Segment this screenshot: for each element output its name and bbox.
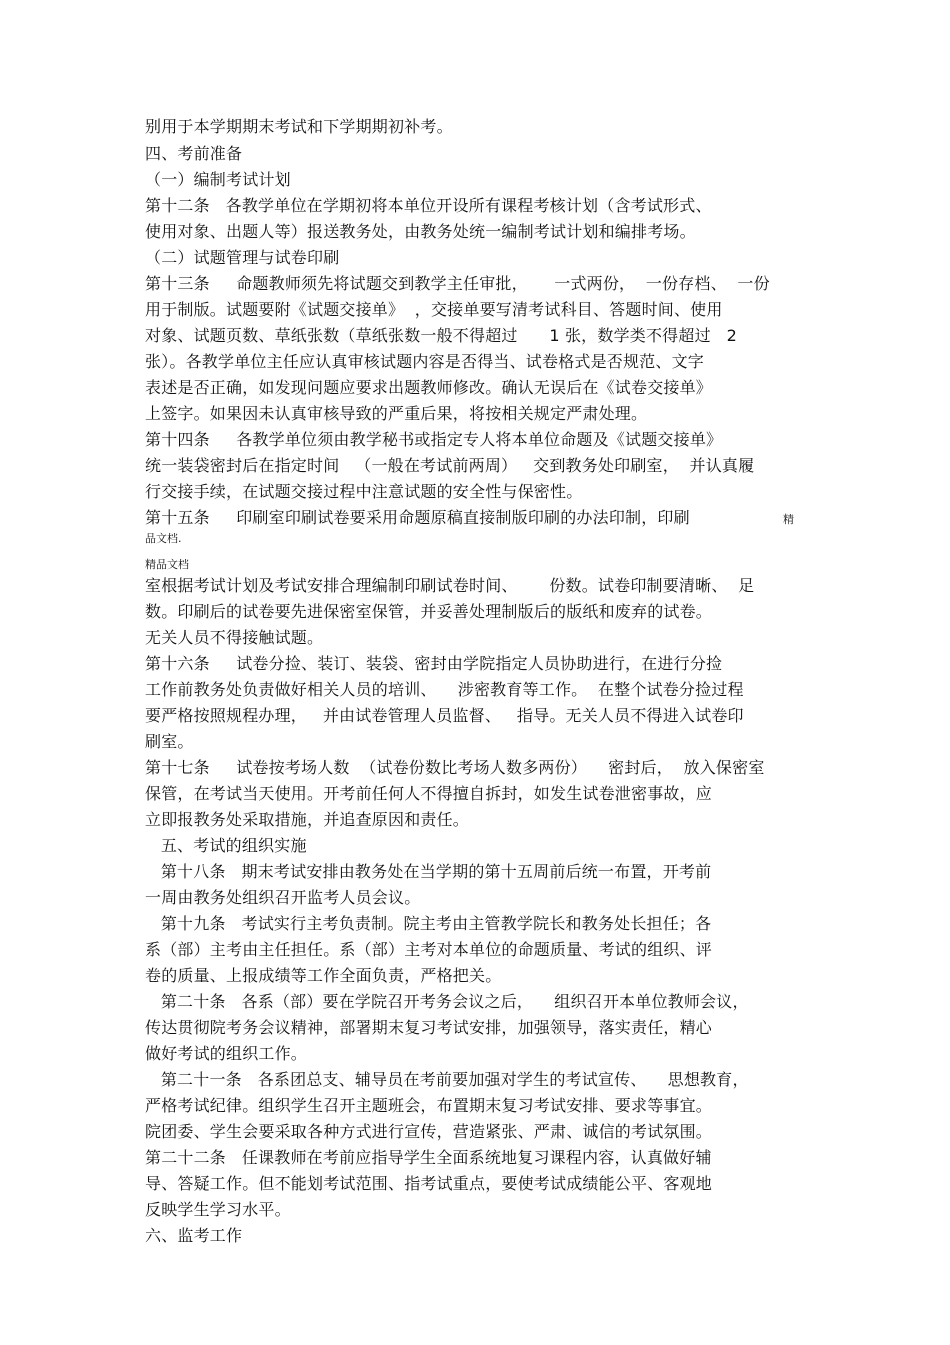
text-line: 工作前教务处负责做好相关人员的培训、 涉密教育等工作。 在整个试卷分捡过程 (145, 680, 744, 699)
text-line: 严格考试纪律。组织学生召开主题班会，布置期末复习考试安排、要求等事宜。 (145, 1096, 713, 1115)
text-line: 数。印刷后的试卷要先进保密室保管，并妥善处理制版后的版纸和废弃的试卷。 (145, 602, 713, 621)
text-line: 第十六条 试卷分捡、装订、装袋、密封由学院指定人员协助进行，在进行分捡 (145, 654, 723, 673)
text-line: 第十七条 试卷按考场人数 （试卷份数比考场人数多两份） 密封后， 放入保密室 (145, 758, 765, 777)
text-line: 表述是否正确，如发现问题应要求出题教师修改。确认无误后在《试卷交接单》 (145, 378, 713, 397)
text-line: 一周由教务处组织召开监考人员会议。 (145, 888, 421, 907)
text-line: 反映学生学习水平。 (145, 1200, 291, 1219)
text-line: 第十二条 各教学单位在学期初将本单位开设所有课程考核计划（含考试形式、 (145, 196, 712, 215)
text-line: 做好考试的组织工作。 (145, 1044, 308, 1063)
text-line: 院团委、学生会要采取各种方式进行宣传，营造紧张、严肃、诚信的考试氛围。 (145, 1122, 713, 1141)
text-line: 张）。各教学单位主任应认真审核试题内容是否得当、试卷格式是否规范、文字 (145, 352, 705, 371)
text-line: 导、答疑工作。但不能划考试范围、指考试重点，要使考试成绩能公平、客观地 (145, 1174, 713, 1193)
text-line: 第十三条 命题教师须先将试题交到教学主任审批， 一式两份， 一份存档、 一份 (145, 274, 770, 293)
text-line: 保管，在考试当天使用。开考前任何人不得擅自拆封，如发生试卷泄密事故，应 (145, 784, 713, 803)
text-line: 别用于本学期期末考试和下学期期初补考。 (145, 117, 453, 136)
section-heading: 四、考前准备 (145, 144, 243, 163)
text-line: 第二十条 各系（部）要在学院召开考务会议之后， 组织召开本单位教师会议， (145, 992, 749, 1011)
text-line: 第十四条 各教学单位须由教学秘书或指定专人将本单位命题及《试题交接单》 (145, 430, 723, 449)
text-line: 室根据考试计划及考试安排合理编制印刷试卷时间、 份数。试卷印制要清晰、 足 (145, 576, 755, 595)
text-line: 第十五条 印刷室印刷试卷要采用命题原稿直接制版印刷的办法印制，印刷 (145, 508, 690, 527)
section-heading: 六、监考工作 (145, 1226, 243, 1245)
text-line: 上签字。如果因未认真审核导致的严重后果，将按相关规定严肃处理。 (145, 404, 648, 423)
text-line: 系（部）主考由主任担任。系（部）主考对本单位的命题质量、考试的组织、评 (145, 940, 713, 959)
text-line: 要严格按照规程办理， 并由试卷管理人员监督、 指导。无关人员不得进入试卷印 (145, 706, 744, 725)
side-watermark-continued: 品文档. (145, 532, 182, 545)
text-line: 无关人员不得接触试题。 (145, 628, 324, 647)
text-line: 行交接手续，在试题交接过程中注意试题的安全性与保密性。 (145, 482, 583, 501)
subsection-heading: （二）试题管理与试卷印刷 (145, 248, 340, 267)
text-line: 立即报教务处采取措施，并追查原因和责任。 (145, 810, 470, 829)
text-line: 第十八条 期末考试安排由教务处在当学期的第十五周前后统一布置，开考前 (145, 862, 712, 881)
text-line: 使用对象、出题人等）报送教务处，由教务处统一编制考试计划和编排考场。 (145, 222, 696, 241)
text-line: 统一装袋密封后在指定时间 （一般在考试前两周） 交到教务处印刷室， 并认真履 (145, 456, 755, 475)
text-line: 用于制版。试题要附《试题交接单》 ，交接单要写清考试科目、答题时间、使用 (145, 300, 723, 319)
text-line: 刷室。 (145, 732, 194, 751)
side-watermark: 精 (783, 513, 794, 526)
text-line: 对象、试题页数、草纸张数（草纸张数一般不得超过 1 张，数学类不得超过 2 (145, 326, 738, 345)
footer-watermark: 精品文档 (145, 558, 189, 571)
text-line: 传达贯彻院考务会议精神，部署期末复习考试安排，加强领导，落实责任，精心 (145, 1018, 713, 1037)
text-line: 卷的质量、上报成绩等工作全面负责，严格把关。 (145, 966, 502, 985)
text-line: 第十九条 考试实行主考负责制。院主考由主管教学院长和教务处长担任；各 (145, 914, 712, 933)
subsection-heading: （一）编制考试计划 (145, 170, 291, 189)
text-line: 第二十二条 任课教师在考前应指导学生全面系统地复习课程内容，认真做好辅 (145, 1148, 712, 1167)
text-line: 第二十一条 各系团总支、辅导员在考前要加强对学生的考试宣传、 思想教育， (145, 1070, 749, 1089)
section-heading: 五、考试的组织实施 (145, 836, 307, 855)
